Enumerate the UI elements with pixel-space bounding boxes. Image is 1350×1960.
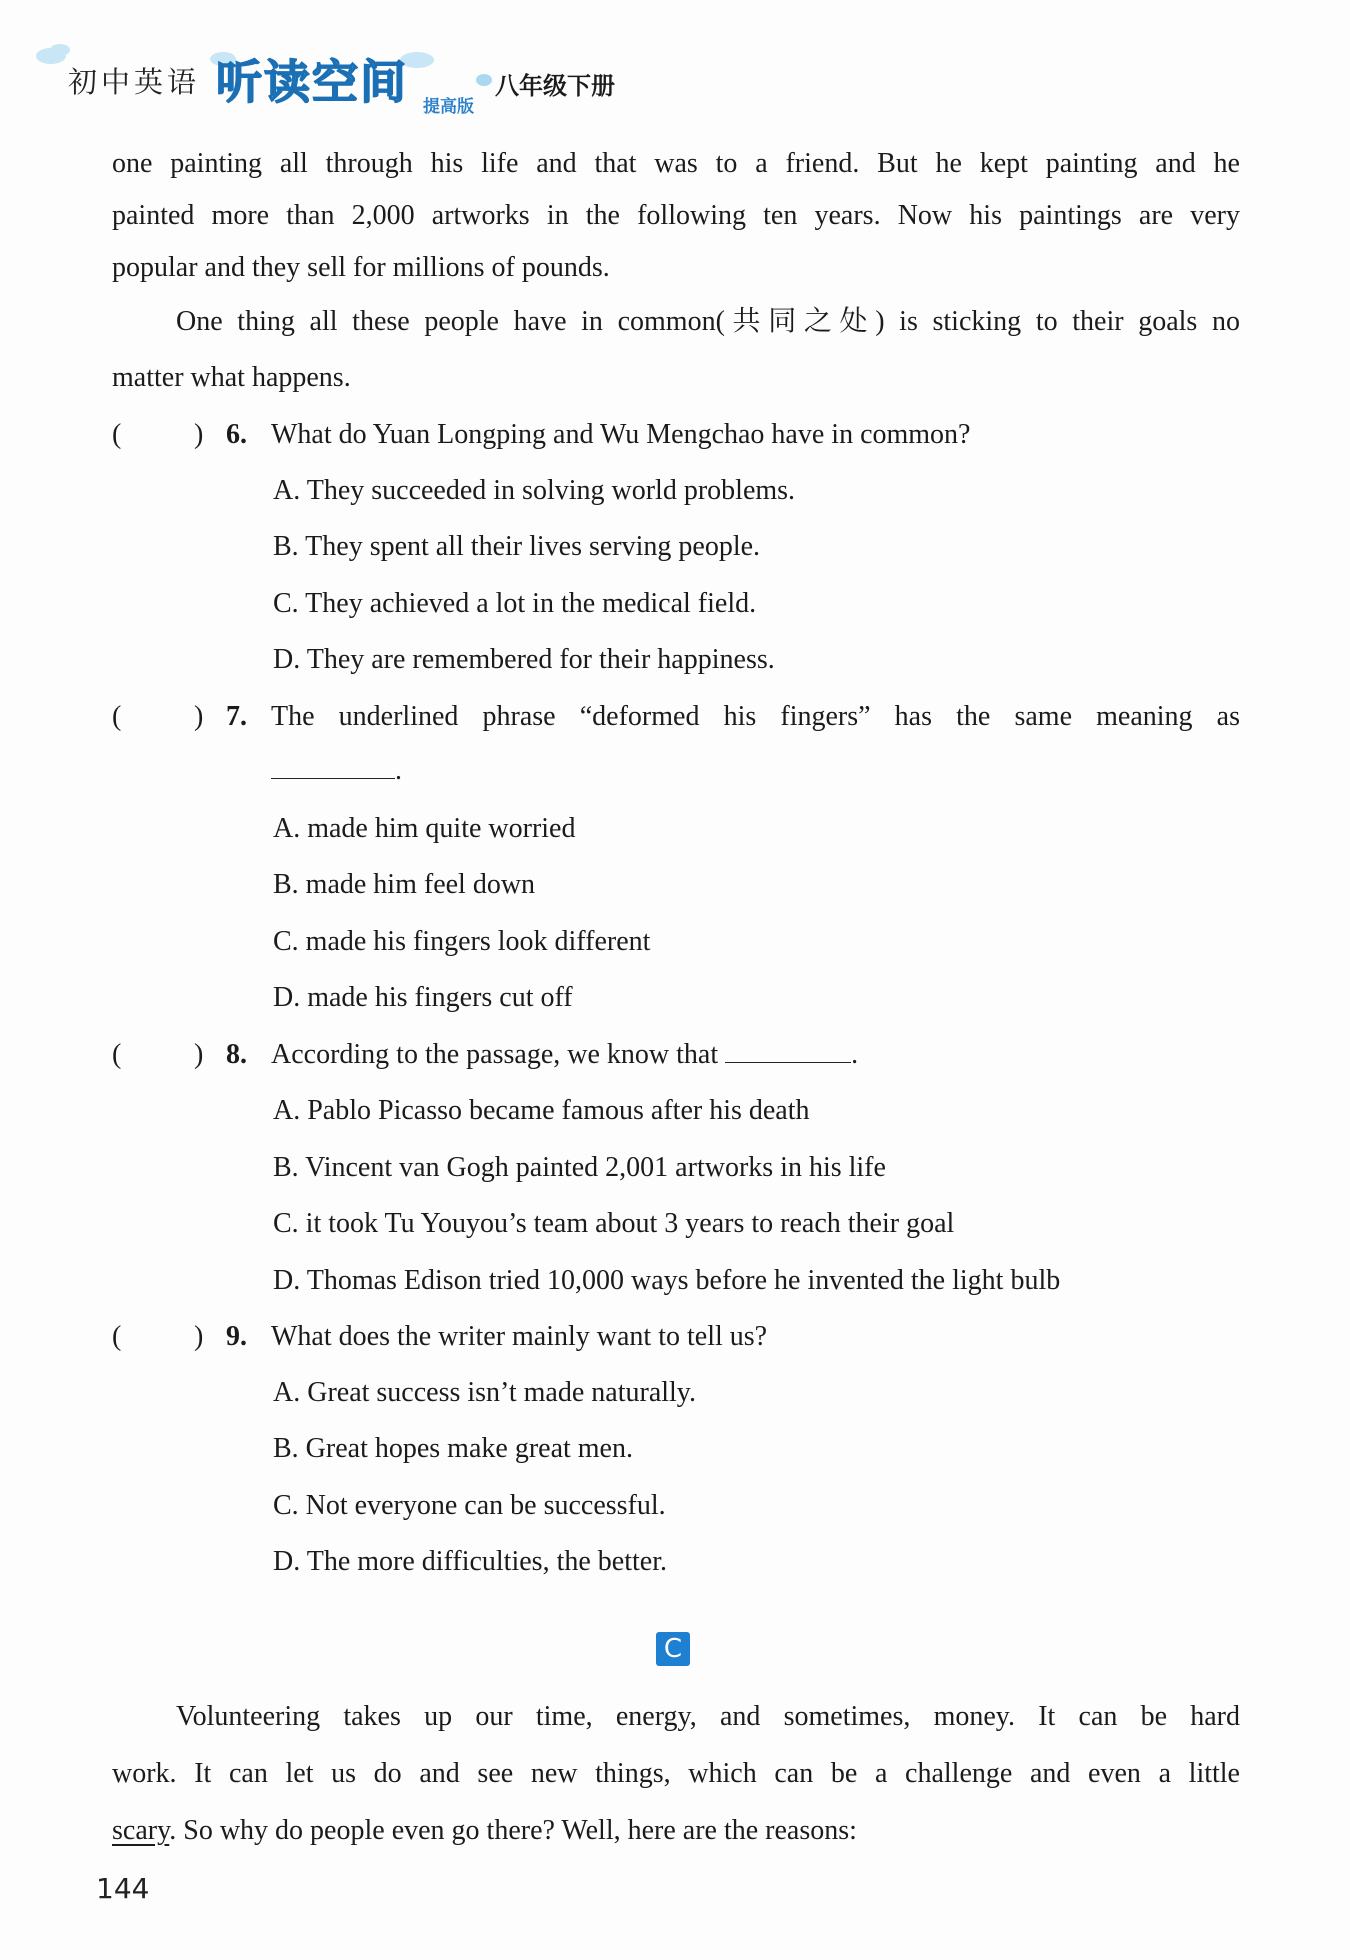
answer-option: D. Thomas Edison tried 10,000 ways before he invented the light bulb xyxy=(273,1265,1061,1296)
answer-option: C. it took Tu Youyou’s team about 3 years to reach their goal xyxy=(273,1208,955,1239)
answer-bracket[interactable]: ( ) xyxy=(112,1321,204,1352)
passage-line: One thing all these people have in common(共同之处) is sticking to their goals no xyxy=(176,306,1240,337)
passage-line: matter what happens. xyxy=(112,362,351,393)
answer-option: B. made him feel down xyxy=(273,869,536,900)
passage-line: work. It can let us do and see new things, which can be a challenge and even a little xyxy=(112,1758,1240,1789)
passage-line: scary. So why do people even go there? Well, here are the reasons: xyxy=(112,1815,857,1846)
passage-line: one painting all through his life and that was to a friend. But he kept painting and he xyxy=(112,148,1240,179)
series-name: 初中英语 xyxy=(68,65,201,99)
page-number: 144 xyxy=(96,1872,150,1905)
edition-label: 提高版 xyxy=(423,97,474,117)
answer-bracket[interactable]: ( ) xyxy=(112,1039,204,1070)
answer-option: B. Vincent van Gogh painted 2,001 artworks in his life xyxy=(273,1152,886,1183)
cloud-decoration-icon xyxy=(50,44,70,56)
section-c-badge: C xyxy=(656,1632,690,1666)
passage-line: Volunteering takes up our time, energy, and sometimes, money. It can be hard xyxy=(176,1701,1240,1732)
passage-line: popular and they sell for millions of pounds. xyxy=(112,252,610,283)
answer-option: C. made his fingers look different xyxy=(273,926,651,957)
page-header xyxy=(30,44,730,134)
answer-option: D. They are remembered for their happiness. xyxy=(273,644,775,675)
passage-line: painted more than 2,000 artworks in the following ten years. Now his paintings are very xyxy=(112,200,1240,231)
question-text: What do Yuan Longping and Wu Mengchao have in common? xyxy=(271,419,971,450)
answer-option: D. The more difficulties, the better. xyxy=(273,1546,667,1577)
question-text: The underlined phrase “deformed his fingers” has the same meaning as xyxy=(271,701,1240,732)
question-text: According to the passage, we know that . xyxy=(271,1039,859,1070)
blank-line[interactable] xyxy=(725,1040,851,1063)
question-number: 8. xyxy=(226,1039,247,1070)
answer-option: B. Great hopes make great men. xyxy=(273,1433,633,1464)
answer-option: C. Not everyone can be successful. xyxy=(273,1490,666,1521)
fill-in-blank[interactable]: . xyxy=(271,754,402,788)
question-number: 9. xyxy=(226,1321,247,1352)
answer-bracket[interactable]: ( ) xyxy=(112,701,204,732)
answer-option: B. They spent all their lives serving people. xyxy=(273,531,761,562)
question-number: 6. xyxy=(226,419,247,450)
answer-option: A. They succeeded in solving world problems. xyxy=(273,475,796,506)
bullet-dot-icon xyxy=(476,74,492,86)
answer-option: A. Great success isn’t made naturally. xyxy=(273,1377,696,1408)
underlined-word: scary xyxy=(112,1815,170,1846)
question-text: What does the writer mainly want to tell us? xyxy=(271,1321,768,1352)
answer-option: A. made him quite worried xyxy=(273,813,576,844)
grade-label: 八年级下册 xyxy=(495,72,615,100)
answer-bracket[interactable]: ( ) xyxy=(112,419,204,450)
answer-option: D. made his fingers cut off xyxy=(273,982,573,1013)
book-title-logo: 听读空间 xyxy=(216,55,408,109)
question-number: 7. xyxy=(226,701,247,732)
answer-option: C. They achieved a lot in the medical field. xyxy=(273,588,757,619)
blank-line xyxy=(271,756,395,779)
answer-option: A. Pablo Picasso became famous after his death xyxy=(273,1095,810,1126)
